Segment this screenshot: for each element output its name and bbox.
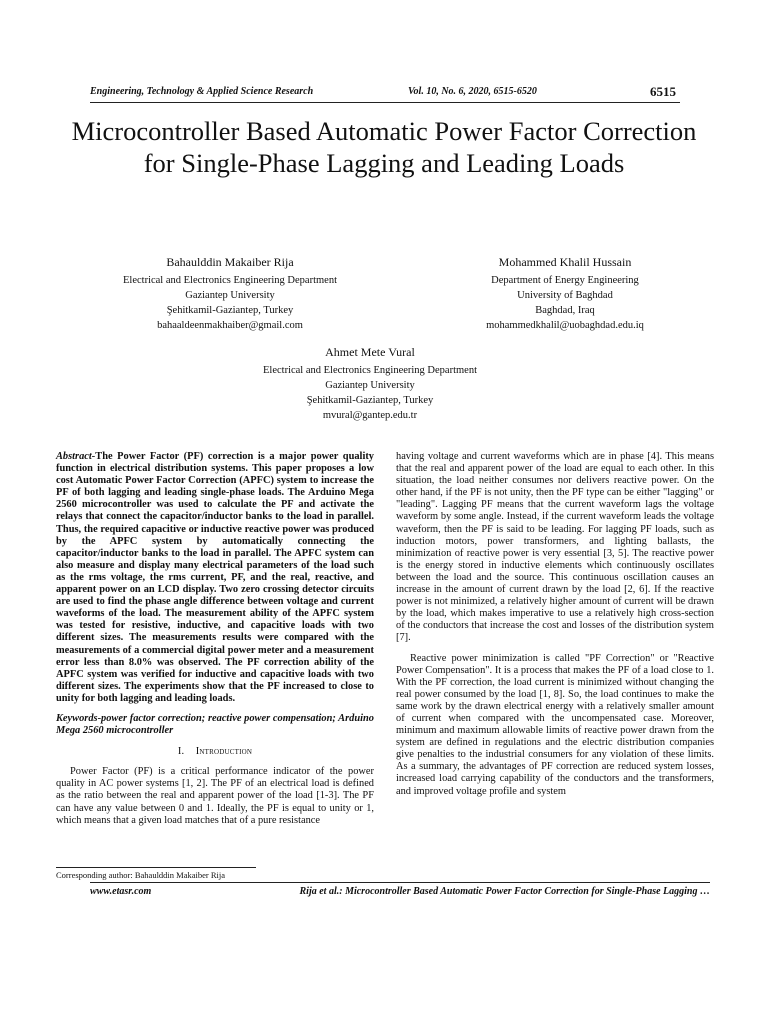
author-email: bahaaldeenmakhaiber@gmail.com <box>157 320 303 331</box>
running-header <box>90 84 680 103</box>
author-block-3 <box>200 342 540 423</box>
author-name: Bahaulddin Makaiber Rija <box>166 255 294 269</box>
section-number: I. <box>177 746 185 758</box>
author-email: mohammedkhalil@uobaghdad.edu.iq <box>486 320 644 331</box>
author-name: Ahmet Mete Vural <box>325 345 415 359</box>
author-institution: Gaziantep University <box>185 290 275 301</box>
abstract-text: The Power Factor (PF) correction is a major power quality function in electrical distribution systems. This paper proposes a low cost Automatic Power Factor Correction (APFC) system to increase the PF of both lagging and leading single-phase loads. The Arduino Mega 2560 microcontroller was used to calculate the PF and activate the relays that connect the capacitor/inductor banks to the load in parallel. Thus, the required capacitive or inductive reactive power was produced by the APFC system by automatically connecting the capacitor/inductor banks to the load in parallel. The APFC system can also measure and display many electrical parameters of the load such as the rms voltage, the rms current, PF, and the real, reactive, and apparent power on an LCD display. Two zero crossing detector circuits are used to find the phase angle difference between voltage and current waveforms of the load. The measurement ability of the APFC system was tested for resistive, inductive, and capacitive loads with two different sizes. The measurements results were compared with the measurements of a commercial digital power meter and a measurement error less than 8.0% was observed. The PF correction ability of the APFC system was verified for inductive and capacitive loads with two different sizes. The experiments show that the PF increased to close to unity for both lagging and leading loads. <box>56 451 374 704</box>
author-dept: Electrical and Electronics Engineering Department <box>263 365 477 376</box>
footnote: Corresponding author: Bahaulddin Makaiber Rija <box>56 867 256 880</box>
author-email: mvural@gantep.edu.tr <box>322 410 418 421</box>
volume-info: Vol. 10, No. 6, 2020, 6515-6520 <box>408 86 537 97</box>
section-title: Introduction <box>195 746 253 758</box>
author-dept: Electrical and Electronics Engineering Department <box>123 275 337 286</box>
author-name: Mohammed Khalil Hussain <box>498 255 632 269</box>
footer-citation: Rija et al.: Microcontroller Based Automatic Power Factor Correction for Single-Phase Lagging … <box>299 886 710 897</box>
author-institution: Gaziantep University <box>325 380 415 391</box>
keywords-lead: Keywords- <box>56 712 102 724</box>
keywords-text: power factor correction; reactive power compensation; Arduino Mega 2560 microcontroller <box>56 712 374 737</box>
author-block-2 <box>420 252 710 333</box>
body-paragraph-2: Reactive power minimization is called "PF Correction" or "Reactive Power Compensation". It is a process that makes the PF of a load close to 1. With the PF correction, the load current is minimized without changing the real power consumed by the load [1, 8]. So, the load continues to make the same work by the drawn electrical energy with a relatively smaller amount of current when compared with the uncompensated case. Moreover, minimum and maximum allowable limits of reactive power drawn from the system are defined in regulations and the electric distribution companies give penalties to the industrial consumers for any violation of these limits. As a summary, the advantages of PF correction are reduced system losses, increased load carrying capability of the conductors and the transformers, and improved voltage profile and system <box>396 652 714 797</box>
right-column <box>396 451 714 798</box>
running-footer <box>90 882 710 901</box>
journal-name: Engineering, Technology & Applied Science Research <box>90 86 314 97</box>
left-column <box>56 451 374 827</box>
author-city: Şehitkamil-Gaziantep, Turkey <box>306 395 434 406</box>
author-block-1 <box>60 252 400 333</box>
website-link[interactable]: www.etasr.com <box>90 886 152 897</box>
author-dept: Department of Energy Engineering <box>491 275 639 286</box>
keywords <box>56 713 374 737</box>
page-number: 6515 <box>650 84 676 99</box>
body-paragraph-1: having voltage and current waveforms which are in phase [4]. This means that the real and apparent power of the load are equal to each other. In this situation, the load neither consumes nor delivers reactive power. On the other hand, if the PF is not unity, then the PF type can be either "lagging" or "leading". Lagging PF means that the current waveform lags the voltage waveform by some angle. Instead, if the current waveform leads the voltage waveform, then the PF is said to be leading. For lagging PF loads, such as induction motors, power transformers, and lighting ballasts, the minimization of reactive power is very essential [3, 5]. The reactive power is the energy stored in inductive elements which continuously oscillates between the load and the source. This continuous oscillation causes an increase in the amount of current drawn by the load [2, 6]. If the reactive power is not minimized, a relatively higher amount of current will be drawn by the load, which makes imperative to use a relatively high cross-section of the conductors that increase the cost and losses of the distribution system [7]. <box>396 451 714 644</box>
author-institution: University of Baghdad <box>517 290 613 301</box>
abstract-lead: Abstract- <box>56 451 96 462</box>
author-city: Baghdad, Iraq <box>535 305 595 316</box>
author-city: Şehitkamil-Gaziantep, Turkey <box>166 305 294 316</box>
section-heading <box>56 746 374 758</box>
paper-title: Microcontroller Based Automatic Power Factor Correction for Single-Phase Lagging and Leading Loads <box>71 116 697 178</box>
intro-paragraph: Power Factor (PF) is a critical performance indicator of the power quality in AC power systems [1, 2]. The PF of an electrical load is defined as the ratio between the real and apparent power of the load [1-3]. The PF can have any value between 0 and 1. Ideally, the PF is equal to unity or 1, which means that a given load matches that of a pure resistance <box>56 766 374 826</box>
abstract <box>56 451 374 705</box>
